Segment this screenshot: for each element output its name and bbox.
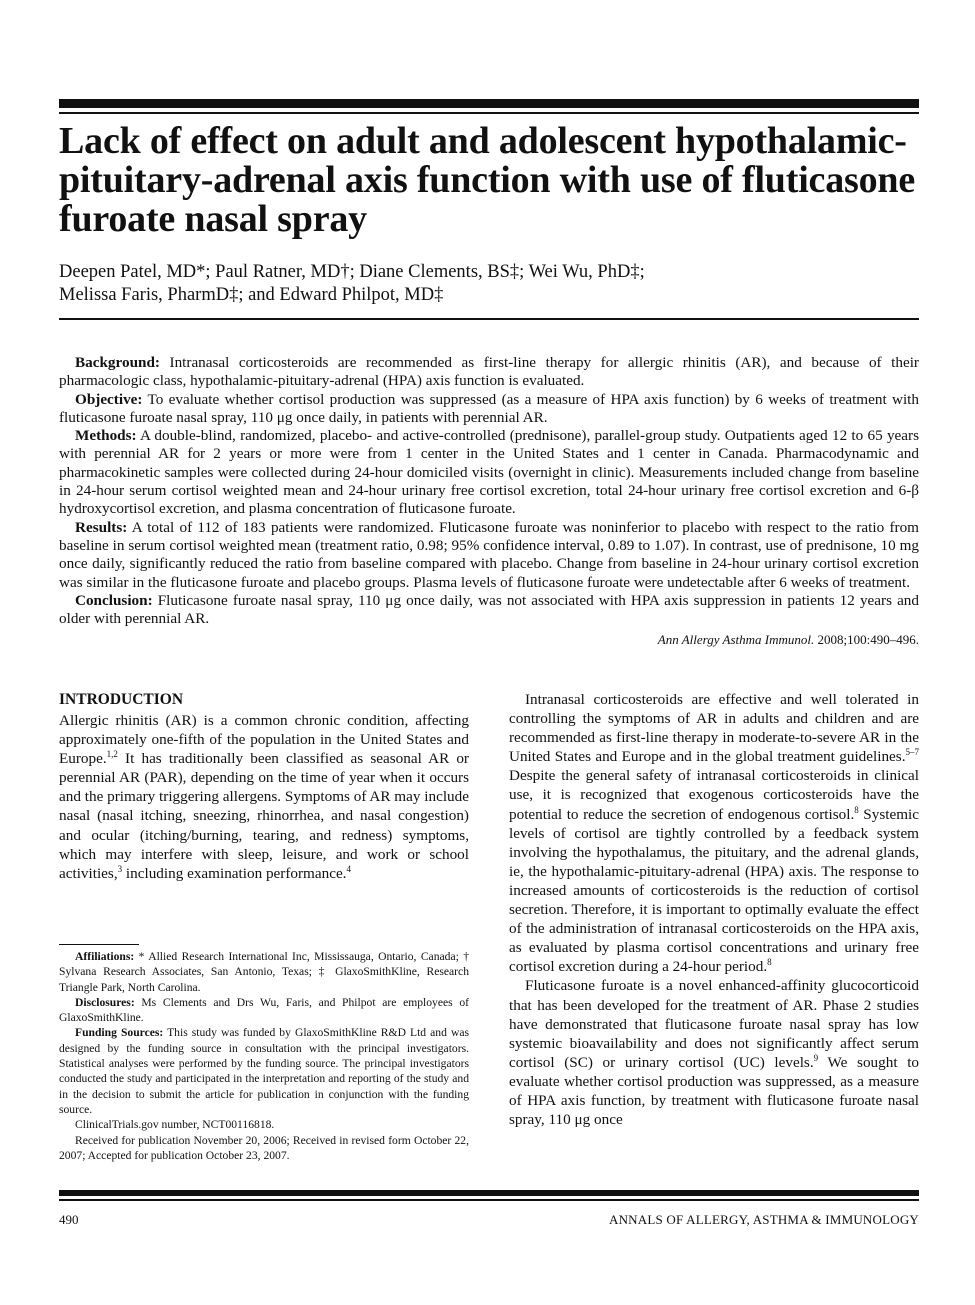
- abstract-methods: [59, 427, 919, 518]
- body-text-b: Despite the general safety of intranasal corticosteroids in clinical use, it is recognized that exogenous corticosteroids have the potential to reduce the secretion of endogenous cortisol.: [509, 767, 919, 823]
- abstract-conclusion-text: Fluticasone furoate nasal spray, 110 μg once daily, was not associated with HPA axis suppression in patients 12 years and older with perennial AR.: [59, 591, 919, 628]
- author-list: [59, 261, 919, 307]
- abstract-objective-text: To evaluate whether cortisol production was suppressed (as a measure of HPA axis function) by 6 weeks of treatment with fluticasone furoate nasal spray, 110 μg once daily, in patients with perennial AR.: [59, 390, 919, 426]
- header-rule-thin: [59, 112, 919, 114]
- affiliations-text: * Allied Research International Inc, Mississauga, Ontario, Canada; † Sylvana Research Associates, San Antonio, Texas; ‡ GlaxoSmithKline, Research Triangle Park, North Carolina.: [59, 950, 469, 994]
- footnote-disclosures: [59, 995, 469, 1026]
- citation-volume: 2008;100:490–496.: [814, 632, 919, 648]
- body-paragraph-2: [509, 976, 919, 1129]
- abstract-objective-label: Objective:: [75, 390, 143, 408]
- page-number: 490: [59, 1212, 79, 1227]
- intro-text-a: Allergic rhinitis (AR) is a common chronic condition, affecting approximately one-fifth of the population in the United States and Europe.: [59, 712, 469, 768]
- body-paragraph-1: [509, 690, 919, 976]
- body-text-d: Fluticasone furoate is a novel enhanced-affinity glucocorticoid that has been developed for the treatment of AR. Phase 2 studies have demonstrated that fluticasone furoate nasal spray has low systemic bioavailability and does not significantly affect serum cortisol (SC) or urinary cortisol (UC) levels.: [509, 977, 919, 1071]
- ref-superscript: 3: [117, 863, 123, 874]
- body-text-e: We sought to evaluate whether cortisol production was suppressed, as a measure of HPA axis function, by treatment with fluticasone furoate nasal spray, 110 μg once: [509, 1053, 920, 1129]
- introduction-paragraph-1: [59, 711, 469, 883]
- article-title: Lack of effect on adult and adolescent hypothalamic-pituitary-adrenal axis function with use of fluticasone furoate nasal spray: [59, 120, 916, 240]
- footnote-received: Received for publication November 20, 2006; Received in revised form October 22, 2007; Accepted for publication October 23, 2007.: [59, 1133, 469, 1162]
- abstract-background-text: Intranasal corticosteroids are recommended as first-line therapy for allergic rhinitis (AR), and because of their pharmacologic class, hypothalamic-pituitary-adrenal (HPA) axis function is evaluated.: [59, 354, 919, 390]
- funding-text: This study was funded by GlaxoSmithKline R&D Ltd and was designed by the funding source in consultation with the principal investigators. Statistical analyses were performed by the funding source. The principal investigators conducted the study and participated in the interpretation and reporting of the study and in the decision to submit the article for publication in conjunction with the funding source.: [59, 1026, 469, 1116]
- journal-name: ANNALS OF ALLERGY, ASTHMA & IMMUNOLOGY: [609, 1212, 919, 1227]
- abstract-background-label: Background:: [75, 354, 160, 371]
- disclosures-text: Ms Clements and Drs Wu, Faris, and Philpot are employees of GlaxoSmithKline.: [59, 995, 469, 1025]
- footnotes: [59, 944, 469, 1163]
- citation-journal: Ann Allergy Asthma Immunol.: [657, 632, 815, 648]
- intro-text-c: including examination performance.: [122, 864, 347, 882]
- author-line-1: Deepen Patel, MD*; Paul Ratner, MD†; Diane Clements, BS‡; Wei Wu, PhD‡;: [59, 262, 645, 282]
- disclosures-label: Disclosures:: [75, 995, 135, 1009]
- abstract-conclusion: [59, 592, 919, 629]
- introduction-heading: INTRODUCTION: [59, 691, 184, 708]
- footnote-affiliations: [59, 949, 469, 995]
- abstract-objective: [59, 391, 919, 428]
- abstract-background: [59, 354, 919, 391]
- ref-superscript: 1,2: [106, 749, 118, 760]
- author-line-2: Melissa Faris, PharmD‡; and Edward Philpot, MD‡: [59, 285, 444, 305]
- header-rule-thick: [59, 99, 919, 108]
- ref-superscript: 5–7: [905, 747, 919, 758]
- ref-superscript: 8: [854, 804, 859, 815]
- abstract-methods-text: A double-blind, randomized, placebo- and active-controlled (prednisone), parallel-group study. Outpatients aged 12 to 65 years with perennial AR for 2 years or more were from 1 center in the United States and 1 center in Canada. Pharmacodynamic and pharmacokinetic samples were collected during 24-hour domiciled visits (overnight in clinic). Measurements included change from baseline in 24-hour serum cortisol weighted mean and 24-hour urinary free cortisol excretion, total 24-hour urinary free cortisol excretion and 6-β hydroxycortisol excretion, and plasma concentration of fluticasone furoate.: [59, 427, 919, 518]
- footnote-clinicaltrials: ClinicalTrials.gov number, NCT00116818.: [75, 1118, 275, 1132]
- body-text-c: Systemic levels of cortisol are tightly controlled by a feedback system involving the hypothalamus, the pituitary, and the adrenal glands, ie, the hypothalamic-pituitary-adrenal (HPA) axis. The response to increased amounts of corticosteroids is the reduction of cortisol secretion. Therefore, it is important to optimally evaluate the effect of the administration of intranasal corticosteroids on the HPA axis, as evaluated by plasma cortisol concentrations and urinary free cortisol excretion during a 24-hour period.: [509, 805, 919, 976]
- abstract-conclusion-label: Conclusion:: [75, 591, 153, 609]
- abstract-methods-label: Methods:: [75, 427, 137, 445]
- abstract: [59, 354, 919, 650]
- left-column: [59, 690, 469, 883]
- abstract-citation: [59, 631, 919, 649]
- ref-superscript: 8: [767, 957, 772, 968]
- author-divider: [59, 318, 919, 320]
- right-column: [509, 690, 919, 1129]
- ref-superscript: 9: [813, 1052, 819, 1063]
- footnote-funding: [59, 1025, 469, 1117]
- intro-text-b: It has traditionally been classified as seasonal AR or perennial AR (PAR), depending on the time of year when it occurs and the primary triggering allergens. Symptoms of AR may include nasal (nasal itching, sneezing, rhinorrhea, and nasal congestion) and ocular (itching/burning, tearing, and redness) symptoms, which may interfere with sleep, leisure, and work or school activities,: [59, 750, 469, 882]
- footer-rule-thin: [59, 1199, 919, 1201]
- abstract-results-label: Results:: [75, 518, 128, 536]
- abstract-results: [59, 519, 919, 592]
- footer-rule-thick: [59, 1190, 919, 1196]
- funding-label: Funding Sources:: [75, 1026, 164, 1040]
- footnote-divider: [59, 944, 139, 945]
- ref-superscript: 4: [346, 863, 351, 874]
- body-text-a: Intranasal corticosteroids are effective and well tolerated in controlling the symptoms of AR in adults and children and are recommended as first-line therapy in moderate-to-severe AR in the United States and Europe and in the global treatment guidelines.: [509, 691, 919, 766]
- affiliations-label: Affiliations:: [75, 950, 135, 963]
- abstract-results-text: A total of 112 of 183 patients were randomized. Fluticasone furoate was noninferior to placebo with respect to the ratio from baseline in serum cortisol weighted mean (treatment ratio, 0.98; 95% confidence interval, 0.89 to 1.07). In contrast, use of prednisone, 10 mg once daily, significantly reduced the ratio from baseline compared with placebo. Change from baseline in 24-hour urinary cortisol excretion was similar in the fluticasone furoate and placebo groups. Plasma levels of fluticasone furoate were undetectable after 6 weeks of treatment.: [59, 518, 919, 591]
